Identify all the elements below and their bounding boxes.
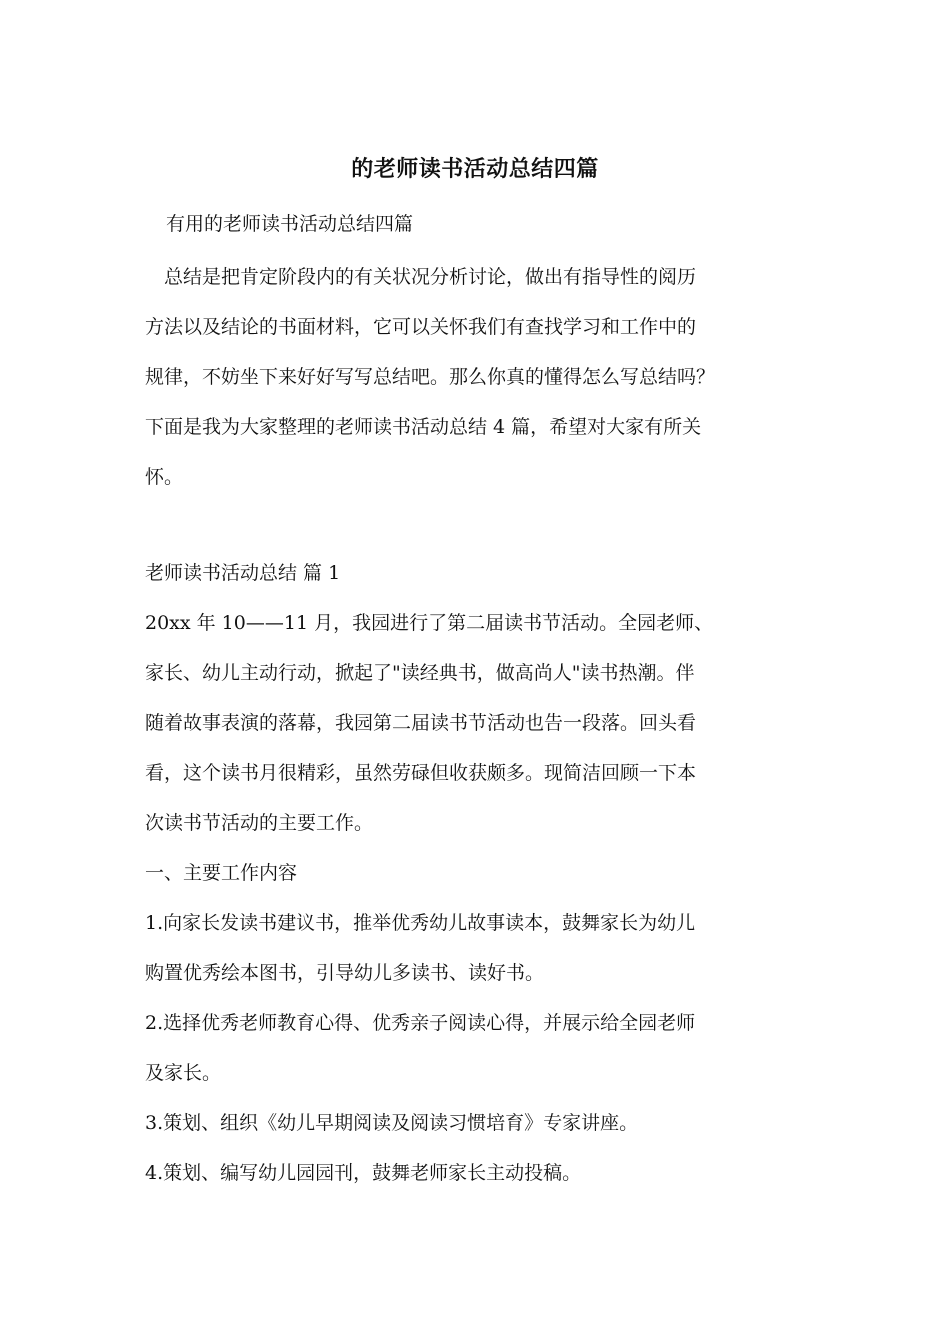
body-line: 3.策划、组织《幼儿早期阅读及阅读习惯培育》专家讲座。 bbox=[145, 1112, 639, 1134]
document-subtitle: 有用的老师读书活动总结四篇 bbox=[166, 213, 414, 235]
intro-line: 总结是把肯定阶段内的有关状况分析讨论，做出有指导性的阅历 bbox=[145, 266, 697, 288]
body-line: 次读书节活动的主要工作。 bbox=[145, 812, 374, 834]
intro-line: 怀。 bbox=[145, 466, 184, 488]
body-line: 一、主要工作内容 bbox=[145, 862, 298, 884]
body-line: 20xx 年 10——11 月，我园进行了第二届读书节活动。全园老师、 bbox=[145, 612, 714, 634]
body-line: 2.选择优秀老师教育心得、优秀亲子阅读心得，并展示给全园老师 bbox=[145, 1012, 696, 1034]
body-line: 家长、幼儿主动行动，掀起了"读经典书，做高尚人"读书热潮。伴 bbox=[145, 662, 695, 684]
intro-paragraph bbox=[145, 252, 835, 502]
intro-line: 规律，不妨坐下来好好写写总结吧。那么你真的懂得怎么写总结吗？ bbox=[145, 366, 716, 388]
body-line: 1.向家长发读书建议书，推举优秀幼儿故事读本，鼓舞家长为幼儿 bbox=[145, 912, 696, 934]
body-line: 随着故事表演的落幕，我园第二届读书节活动也告一段落。回头看 bbox=[145, 712, 697, 734]
body-line: 购置优秀绘本图书，引导幼儿多读书、读好书。 bbox=[145, 962, 545, 984]
body-line: 4.策划、编写幼儿园园刊，鼓舞老师家长主动投稿。 bbox=[145, 1162, 582, 1184]
intro-line: 下面是我为大家整理的老师读书活动总结 4 篇，希望对大家有所关 bbox=[145, 416, 702, 438]
section-heading: 老师读书活动总结 篇 1 bbox=[145, 562, 341, 584]
body-line: 及家长。 bbox=[145, 1062, 222, 1084]
section-body bbox=[145, 598, 835, 1198]
intro-line: 方法以及结论的书面材料，它可以关怀我们有查找学习和工作中的 bbox=[145, 316, 697, 338]
body-line: 看，这个读书月很精彩，虽然劳碌但收获颇多。现简洁回顾一下本 bbox=[145, 762, 697, 784]
document-title: 的老师读书活动总结四篇 bbox=[351, 156, 599, 182]
